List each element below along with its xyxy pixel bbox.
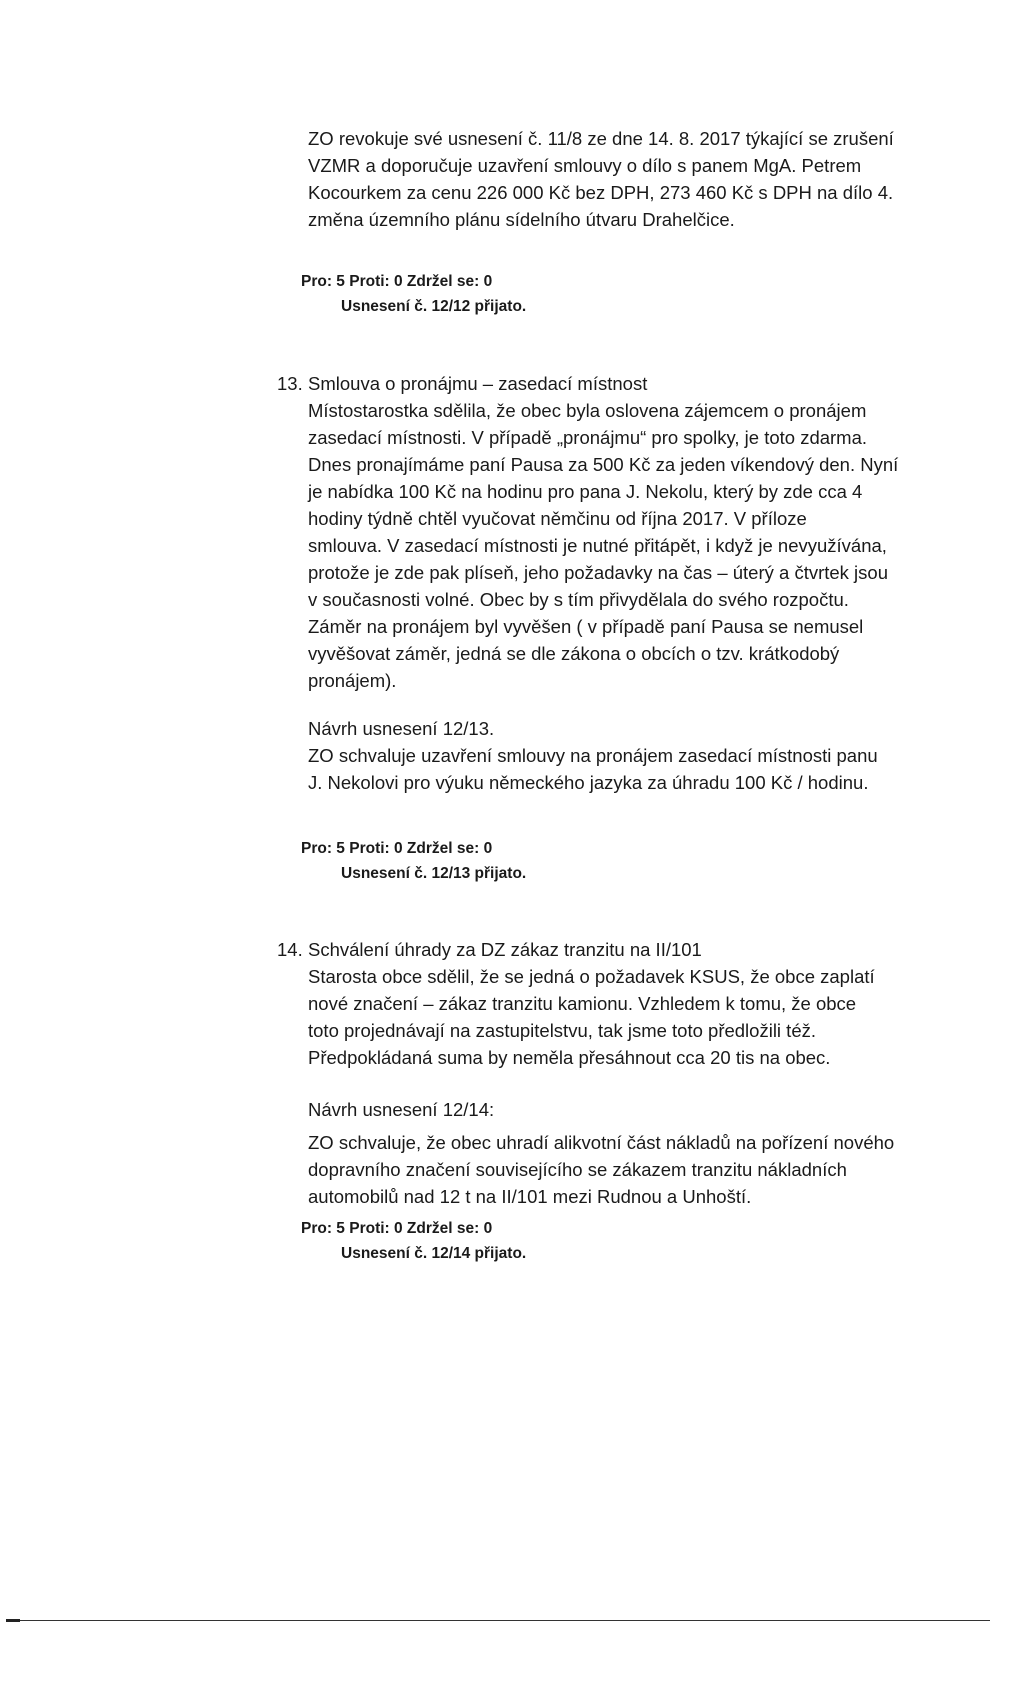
item-line: Záměr na pronájem byl vyvěšen ( v případě paní Pausa se nemusel	[308, 616, 864, 637]
intro-line: VZMR a doporučuje uzavření smlouvy o dílo s panem MgA. Petrem	[308, 155, 862, 176]
item-number: 14.	[277, 939, 303, 960]
item-line: protože je zde pak plíseň, jeho požadavky na čas – úterý a čtvrtek jsou	[308, 562, 888, 583]
intro-line: Kocourkem za cenu 226 000 Kč bez DPH, 273 460 Kč s DPH na dílo 4.	[308, 182, 894, 203]
vote-result: Pro: 5 Proti: 0 Zdržel se: 0	[301, 840, 493, 857]
item-line: zasedací místnosti. V případě „pronájmu“ pro spolky, je toto zdarma.	[308, 427, 868, 448]
vote-result: Pro: 5 Proti: 0 Zdržel se: 0	[301, 273, 493, 290]
proposal-line: ZO schvaluje uzavření smlouvy na pronájem zasedací místnosti panu	[308, 745, 878, 766]
divider-line	[6, 1620, 990, 1621]
item-line: Předpokládaná suma by neměla přesáhnout cca 20 tis na obec.	[308, 1047, 831, 1068]
vote-result: Pro: 5 Proti: 0 Zdržel se: 0	[301, 1220, 493, 1237]
resolution-status: Usnesení č. 12/12 přijato.	[341, 298, 527, 315]
intro-line: změna územního plánu sídelního útvaru Drahelčice.	[308, 209, 735, 230]
item-line: Starosta obce sdělil, že se jedná o požadavek KSUS, že obce zaplatí	[308, 966, 875, 987]
item-line: hodiny týdně chtěl vyučovat němčinu od října 2017. V příloze	[308, 508, 807, 529]
item-line: toto projednávají na zastupitelstvu, tak jsme toto předložili též.	[308, 1020, 816, 1041]
item-line: vyvěšovat záměr, jedná se dle zákona o obcích o tzv. krátkodobý	[308, 643, 840, 664]
proposal-line: dopravního značení souvisejícího se zákazem tranzitu nákladních	[308, 1159, 847, 1180]
item-line: Dnes pronajímáme paní Pausa za 500 Kč za jeden víkendový den. Nyní	[308, 454, 899, 475]
item-line: Místostarostka sdělila, že obec byla oslovena zájemcem o pronájem	[308, 400, 867, 421]
item-line: nové značení – zákaz tranzitu kamionu. Vzhledem k tomu, že obce	[308, 993, 857, 1014]
item-line: pronájem).	[308, 670, 397, 691]
item-line: smlouva. V zasedací místnosti je nutné přitápět, i když je nevyužívána,	[308, 535, 887, 556]
item-line: v současnosti volné. Obec by s tím přivydělala do svého rozpočtu.	[308, 589, 849, 610]
item-line: je nabídka 100 Kč na hodinu pro pana J. Nekolu, který by zde cca 4	[308, 481, 863, 502]
resolution-status: Usnesení č. 12/14 přijato.	[341, 1245, 527, 1262]
resolution-status: Usnesení č. 12/13 přijato.	[341, 865, 527, 882]
item-heading: Schválení úhrady za DZ zákaz tranzitu na II/101	[308, 939, 702, 960]
divider-mark	[6, 1619, 20, 1622]
proposal-title: Návrh usnesení 12/13.	[308, 718, 495, 739]
proposal-line: ZO schvaluje, že obec uhradí alikvotní část nákladů na pořízení nového	[308, 1132, 895, 1153]
proposal-line: J. Nekolovi pro výuku německého jazyka za úhradu 100 Kč / hodinu.	[308, 772, 869, 793]
item-number: 13.	[277, 373, 303, 394]
proposal-line: automobilů nad 12 t na II/101 mezi Rudnou a Unhoští.	[308, 1186, 752, 1207]
intro-line: ZO revokuje své usnesení č. 11/8 ze dne 14. 8. 2017 týkající se zrušení	[308, 128, 894, 149]
item-heading: Smlouva o pronájmu – zasedací místnost	[308, 373, 648, 394]
proposal-title: Návrh usnesení 12/14:	[308, 1099, 495, 1120]
